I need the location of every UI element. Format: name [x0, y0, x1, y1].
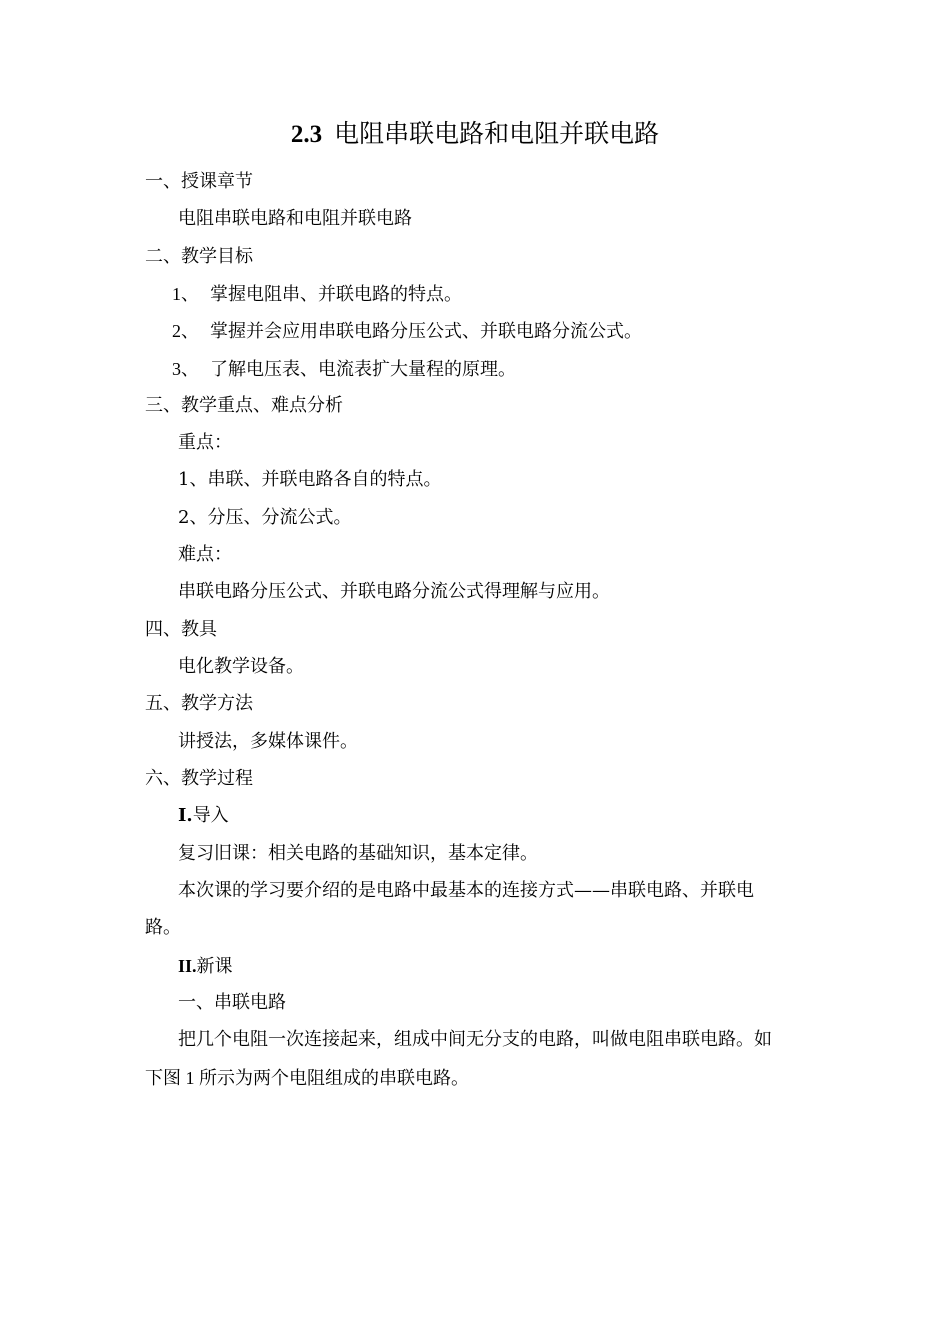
objective-item-2 — [172, 318, 642, 345]
page-title — [0, 114, 950, 155]
paragraph-2-text-b: 所示为两个电阻组成的串联电路。 — [199, 1068, 469, 1089]
paragraph-1-line-1: 本次课的学习要介绍的是电路中最基本的连接方式——串联电路、并联电 — [178, 880, 754, 901]
figure-number: 1 — [181, 1068, 199, 1088]
paragraph-2-line-2 — [145, 1065, 469, 1092]
section-heading-2: 二、教学目标 — [145, 246, 253, 267]
objective-item-3 — [172, 356, 516, 383]
paragraph-1-line-2: 路。 — [145, 917, 181, 938]
objective-item-1 — [172, 281, 462, 308]
section-heading-6: 六、教学过程 — [145, 768, 253, 789]
intro-label: 导入 — [192, 805, 229, 826]
section-heading-1: 一、授课章节 — [145, 171, 253, 192]
objective-text: 掌握并会应用串联电路分压公式、并联电路分流公式。 — [210, 321, 642, 342]
section-heading-4: 四、教具 — [145, 619, 217, 640]
title-number: 2.3 — [290, 121, 323, 148]
new-lesson-mark: II. — [178, 956, 197, 976]
section-heading-3: 三、教学重点、难点分析 — [145, 395, 343, 416]
key-points-label: 重点： — [178, 432, 232, 453]
difficulty-label: 难点： — [178, 544, 232, 565]
difficulty-text: 串联电路分压公式、并联电路分流公式得理解与应用。 — [178, 581, 610, 602]
paragraph-2-text-a: 下图 — [145, 1068, 181, 1089]
section-body-5: 讲授法，多媒体课件。 — [178, 731, 358, 752]
title-text: 电阻串联电路和电阻并联电路 — [334, 119, 660, 148]
objective-text: 掌握电阻串、并联电路的特点。 — [210, 284, 462, 305]
objective-text: 了解电压表、电流表扩大量程的原理。 — [210, 359, 516, 380]
intro-heading — [178, 803, 229, 829]
paragraph-2-line-1: 把几个电阻一次连接起来，组成中间无分支的电路，叫做电阻串联电路。如 — [178, 1029, 772, 1050]
section-body-4: 电化教学设备。 — [178, 656, 304, 677]
section-body-1: 电阻串联电路和电阻并联电路 — [178, 208, 412, 229]
new-lesson-heading — [178, 953, 233, 980]
objective-number: 3、 — [172, 359, 199, 379]
section-heading-5: 五、教学方法 — [145, 693, 253, 714]
key-point-2: 2、分压、分流公式。 — [178, 507, 352, 528]
key-point-1: 1、串联、并联电路各自的特点。 — [178, 469, 442, 490]
objective-number: 2、 — [172, 321, 199, 341]
new-lesson-label: 新课 — [196, 956, 233, 977]
intro-mark: Ⅰ. — [178, 805, 193, 826]
objective-number: 1、 — [172, 284, 199, 304]
sub-heading-series: 一、串联电路 — [178, 992, 286, 1013]
review-text: 复习旧课：相关电路的基础知识，基本定律。 — [178, 843, 538, 864]
